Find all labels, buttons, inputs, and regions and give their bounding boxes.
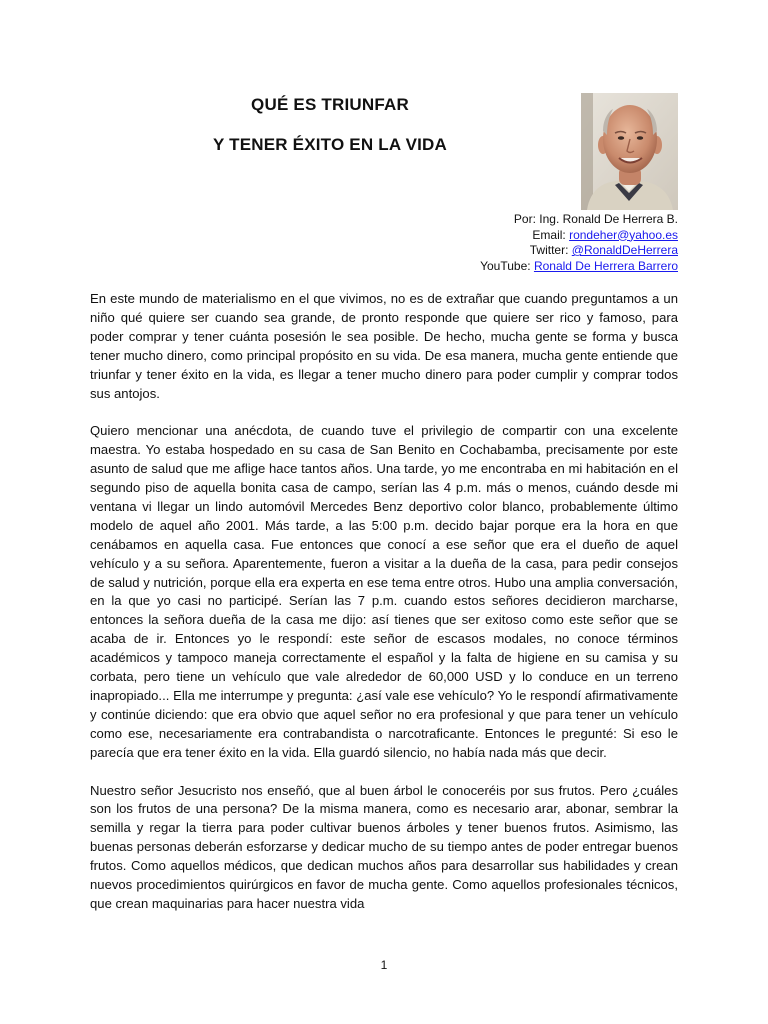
document-title-line-1: QUÉ ES TRIUNFAR: [251, 95, 409, 114]
youtube-label: YouTube:: [480, 258, 531, 273]
email-label: Email:: [532, 227, 566, 242]
paragraph: Quiero mencionar una anécdota, de cuando tuve el privilegio de compartir con una excelente maestra. Yo estaba hospedado en su casa de San Benito en Cochabamba, precisamente por este asunto de salud que me aflige hace tantos años. Una tarde, yo me encontraba en mi habitación en el segundo piso de aquella bonita casa de campo, serían las 4 p.m. más o menos, cuándo desde mi ventana vi llegar un lindo automóvil Mercedes Benz deportivo color blanco, probablemente último modelo de aquel año 2001. Más tarde, a las 5:00 p.m. decido bajar porque era la hora en que cenábamos en aquella casa. Fue entonces que conocí a ese señor que era el dueño de aquel vehículo y a su señora. Aparentemente, fueron a visitar a la dueña de la casa, para pedir consejos de salud y nutrición, porque ella era experta en ese tema entre otros. Hubo una amplia conversación, en la que yo casi no participé. Serían las 7 p.m. cuando estos señores decidieron marcharse, entonces la señora dueña de la casa me dijo: así tienes que ser exitoso como este señor que se acaba de ir. Entonces yo le respondí: este señor de escasos modales, no conoce términos académicos y tampoco maneja correctamente el español y la falta de higiene en su camisa y su corbata, pero tiene un vehículo que vale alrededor de 60,000 USD y lo conduce en un terreno inapropiado... Ella me interrumpe y pregunta: ¿así vale ese vehículo? Yo le respondí afirmativamente y continúe diciendo: que era obvio que aquel señor no era profesional y que para tener un vehículo como ese, necesariamente era contrabandista o narcotraficante. Entonces le pregunté: Si eso le parecía que era tener éxito en la vida. Ella guardó silencio, no había nada más que decir.: [90, 423, 678, 760]
author-email-line: [480, 228, 678, 244]
paragraph: En este mundo de materialismo en el que vivimos, no es de extrañar que cuando preguntamos a un niño qué quiere ser cuando sea grande, de pronto responde que quiere ser rico y famoso, para poder comprar y tener cuánta posesión le sea posible. De hecho, mucha gente se forma y busca tener mucho dinero, como principal propósito en su vida. De esa manera, mucha gente entiende que triunfar y tener éxito en la vida, es llegar a tener mucho dinero para poder cumplir y comprar todos sus antojos.: [90, 291, 678, 401]
youtube-link[interactable]: Ronald De Herrera Barrero: [533, 258, 678, 273]
author-youtube-line: [480, 259, 678, 275]
paragraph: Nuestro señor Jesucristo nos enseñó, que al buen árbol le conoceréis por sus frutos. Pero ¿cuáles son los frutos de una persona? De la misma manera, como es necesario arar, abonar, sembrar la semilla y regar la tierra para poder cultivar buenos árboles y tener buenos frutos. Asimismo, las buenas personas deberán esforzarse y dedicar mucho de su tiempo antes de poder entregar buenos frutos. Como aquellos médicos, que dedican muchos años para desarrollar sus habilidades y crean nuevos procedimientos quirúrgicos en favor de mucha gente. Como aquellos profesionales técnicos, que crean maquinarias para hacer nuestra vida: [90, 782, 678, 911]
author-photo: [581, 93, 678, 210]
by-label: Por:: [513, 212, 536, 226]
page-number: 1: [380, 958, 388, 972]
twitter-link[interactable]: @RonaldDeHerrera: [571, 243, 678, 257]
document-title-line-2: Y TENER ÉXITO EN LA VIDA: [212, 135, 448, 154]
email-link[interactable]: rondeher@yahoo.es: [569, 227, 678, 242]
author-twitter-line: [480, 243, 678, 259]
author-byline: [480, 212, 678, 274]
twitter-label: Twitter:: [529, 243, 569, 257]
author-name-line: [480, 212, 678, 228]
document-body: [90, 290, 678, 933]
author-name: Ing. Ronald De Herrera B.: [539, 212, 678, 226]
